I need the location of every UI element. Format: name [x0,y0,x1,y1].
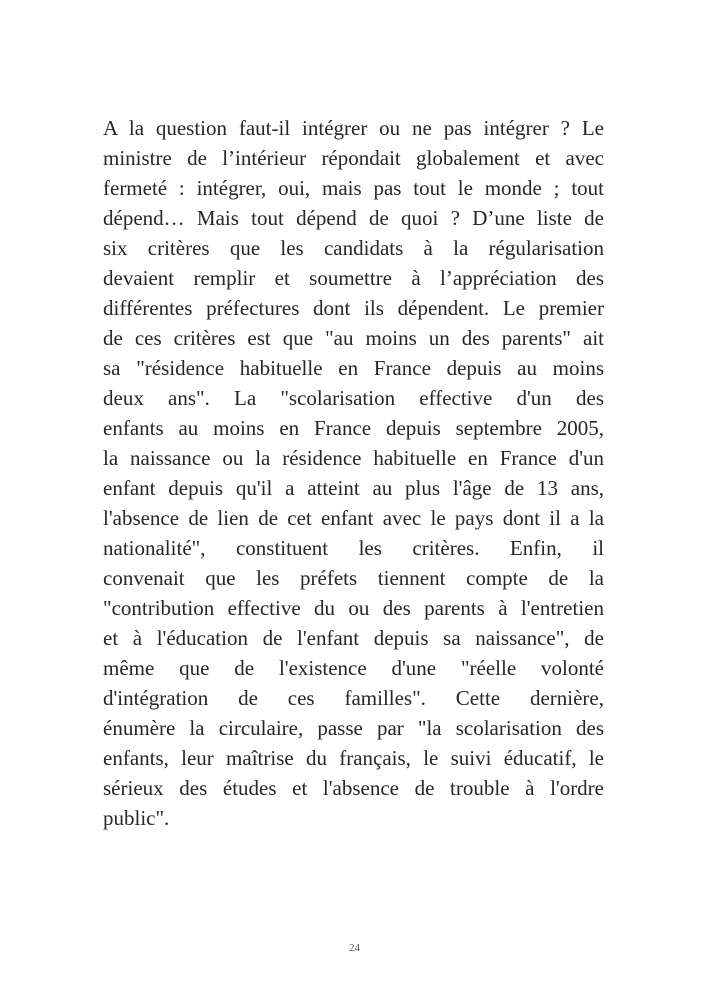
paragraph-line: public". [103,806,170,830]
paragraph-line: A la question faut-il intégrer ou ne pas intégrer ? Le [103,116,604,140]
page-number: 24 [349,942,360,954]
paragraph-line: enfant depuis qu'il a atteint au plus l'âge de 13 ans, [103,476,604,500]
paragraph-line: l'absence de lien de cet enfant avec le pays dont il a la [103,506,604,530]
paragraph-line: différentes préfectures dont ils dépendent. Le premier [103,296,604,320]
body-paragraph [103,113,604,833]
paragraph-line: énumère la circulaire, passe par "la scolarisation des [103,716,604,740]
paragraph-line: sérieux des études et l'absence de trouble à l'ordre [103,776,604,800]
paragraph-line: convenait que les préfets tiennent compte de la [103,566,604,590]
paragraph-line: de ces critères est que "au moins un des parents" ait [103,326,604,350]
paragraph-line: et à l'éducation de l'enfant depuis sa naissance", de [103,626,604,650]
paragraph-line: sa "résidence habituelle en France depuis au moins [103,356,604,380]
paragraph-line: ministre de l’intérieur répondait globalement et avec [103,146,604,170]
paragraph-line: enfants au moins en France depuis septembre 2005, [103,416,604,440]
paragraph-line: même que de l'existence d'une "réelle volonté [103,656,604,680]
paragraph-line: six critères que les candidats à la régularisation [103,236,604,260]
paragraph-line: enfants, leur maîtrise du français, le suivi éducatif, le [103,746,604,770]
paragraph-line: devaient remplir et soumettre à l’appréciation des [103,266,604,290]
paragraph-line: fermeté : intégrer, oui, mais pas tout le monde ; tout [103,176,604,200]
paragraph-line: dépend… Mais tout dépend de quoi ? D’une liste de [103,206,604,230]
paragraph-line: nationalité", constituent les critères. Enfin, il [103,536,604,560]
paragraph-line: la naissance ou la résidence habituelle en France d'un [103,446,604,470]
paragraph-line: "contribution effective du ou des parents à l'entretien [103,596,604,620]
paragraph-line: deux ans". La "scolarisation effective d'un des [103,386,604,410]
paragraph-line: d'intégration de ces familles". Cette dernière, [103,686,604,710]
